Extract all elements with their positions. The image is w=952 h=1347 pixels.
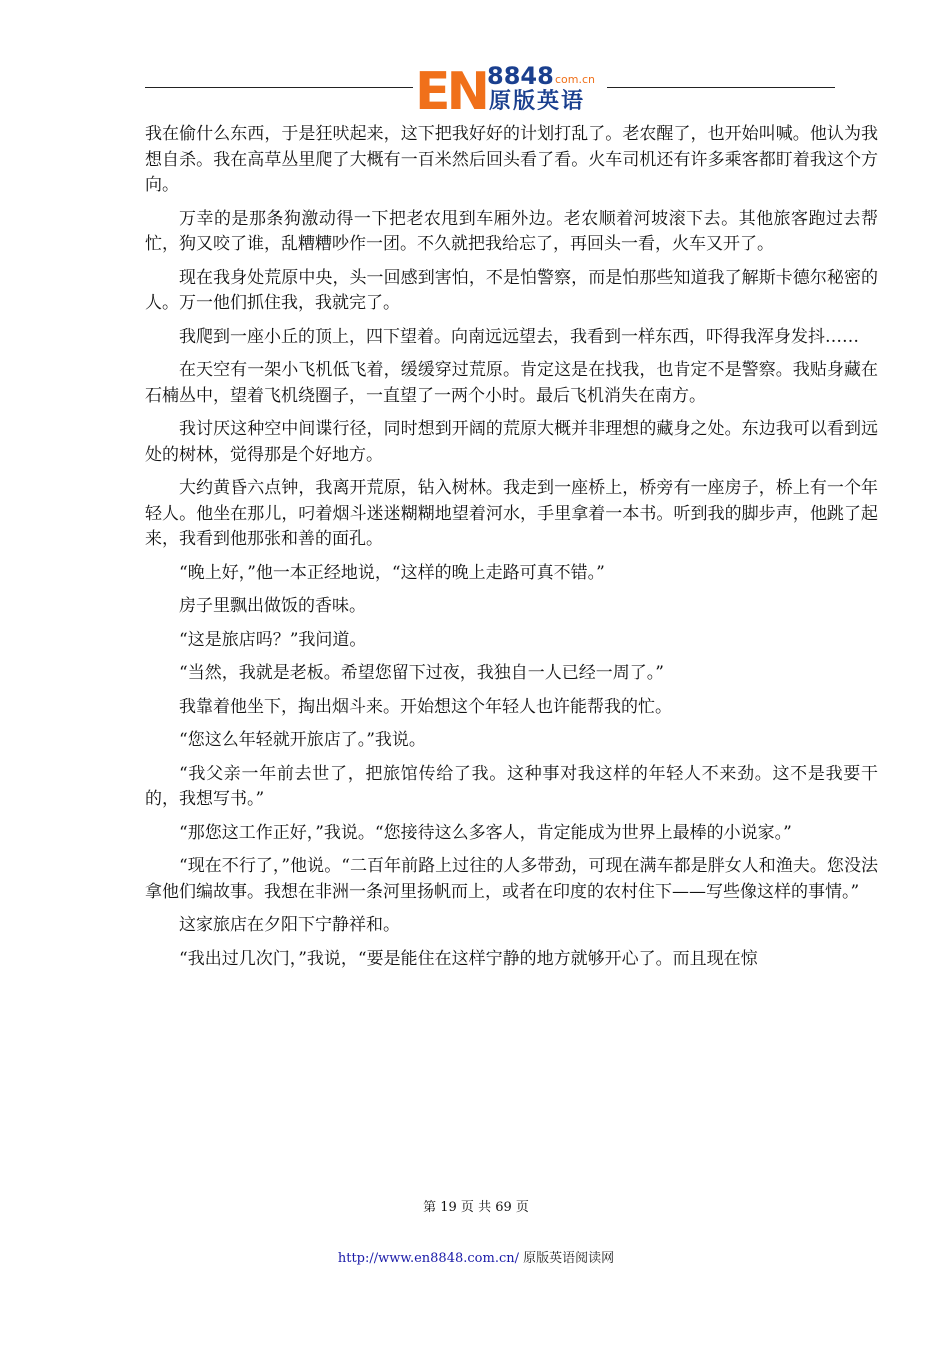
paragraph: 我靠着他坐下，掏出烟斗来。开始想这个年轻人也许能帮我的忙。 bbox=[179, 696, 672, 717]
site-logo[interactable] bbox=[415, 62, 605, 122]
header-rule-left bbox=[145, 87, 413, 88]
paragraph: 在天空有一架小飞机低飞着，缓缓穿过荒原。肯定这是在找我，也肯定不是警察。我贴身藏在石楠丛中，望着飞机绕圈子，一直望了一两个小时。最后飞机消失在南方。 bbox=[145, 360, 878, 406]
paragraph: 我爬到一座小丘的顶上，四下望着。向南远远望去，我看到一样东西，吓得我浑身发抖…… bbox=[179, 326, 859, 347]
header-rule-right bbox=[607, 87, 835, 88]
paragraph: “当然，我就是老板。希望您留下过夜，我独自一人已经一周了。” bbox=[179, 663, 664, 683]
paragraph: 现在我身处荒原中央，头一回感到害怕，不是怕警察，而是怕那些知道我了解斯卡德尔秘密的人。万一他们抓住我，我就完了。 bbox=[145, 267, 878, 313]
paragraph: 房子里飘出做饭的香味。 bbox=[179, 596, 366, 616]
paragraph: “那您这工作正好，”我说。“您接待这么多客人，肯定能成为世界上最棒的小说家。” bbox=[179, 822, 792, 843]
logo-chinese-name: 原版英语 bbox=[489, 89, 586, 114]
logo-number: 8848 bbox=[487, 62, 554, 90]
paragraph: “晚上好，”他一本正经地说，“这样的晚上走路可真不错。” bbox=[179, 562, 605, 583]
footer-link-line bbox=[0, 1249, 952, 1269]
logo-domain: com.cn bbox=[555, 73, 596, 86]
paragraph: 大约黄昏六点钟，我离开荒原，钻入树林。我走到一座桥上，桥旁有一座房子，桥上有一个年轻人。他坐在那儿，叼着烟斗迷迷糊糊地望着河水，手里拿着一本书。听到我的脚步声，他跳了起来，我看到他那张和善的面孔。 bbox=[145, 478, 878, 549]
paragraph: 我讨厌这种空中间谍行径，同时想到开阔的荒原大概并非理想的藏身之处。东边我可以看到远处的树林，觉得那是个好地方。 bbox=[145, 419, 878, 465]
paragraph: 万幸的是那条狗激动得一下把老农甩到车厢外边。老农顺着河坡滚下去。其他旅客跑过去帮忙，狗又咬了谁，乱糟糟吵作一团。不久就把我给忘了，再回头一看，火车又开了。 bbox=[145, 208, 878, 254]
paragraph: “我父亲一年前去世了，把旅馆传给了我。这种事对我这样的年轻人不来劲。这不是我要干的，我想写书。” bbox=[145, 763, 878, 809]
paragraph: “我出过几次门，”我说，“要是能住在这样宁静的地方就够开心了。而且现在惊 bbox=[179, 948, 758, 969]
paragraph: “这是旅店吗？”我问道。 bbox=[179, 629, 367, 650]
paragraph: 这家旅店在夕阳下宁静祥和。 bbox=[179, 915, 400, 935]
paragraph: 我在偷什么东西，于是狂吠起来，这下把我好好的计划打乱了。老农醒了，也开始叫喊。他认为我想自杀。我在高草丛里爬了大概有一百米然后回头看了看。火车司机还有许多乘客都盯着我这个方向。 bbox=[145, 124, 878, 195]
page-header bbox=[145, 62, 835, 122]
page-indicator: 第 19 页 共 69 页 bbox=[423, 1200, 529, 1215]
site-name: 原版英语阅读网 bbox=[523, 1251, 615, 1266]
paragraph: “现在不行了，”他说。“二百年前路上过往的人多带劲，可现在满车都是胖女人和渔夫。您没法拿他们编故事。我想在非洲一条河里扬帆而上，或者在印度的农村住下——写些像这样的事情。” bbox=[145, 856, 878, 902]
site-url-link[interactable]: http://www.en8848.com.cn/ bbox=[337, 1251, 519, 1266]
logo-en-mark: EN bbox=[415, 62, 487, 122]
paragraph: “您这么年轻就开旅店了。”我说。 bbox=[179, 730, 426, 750]
document-body bbox=[145, 122, 878, 980]
